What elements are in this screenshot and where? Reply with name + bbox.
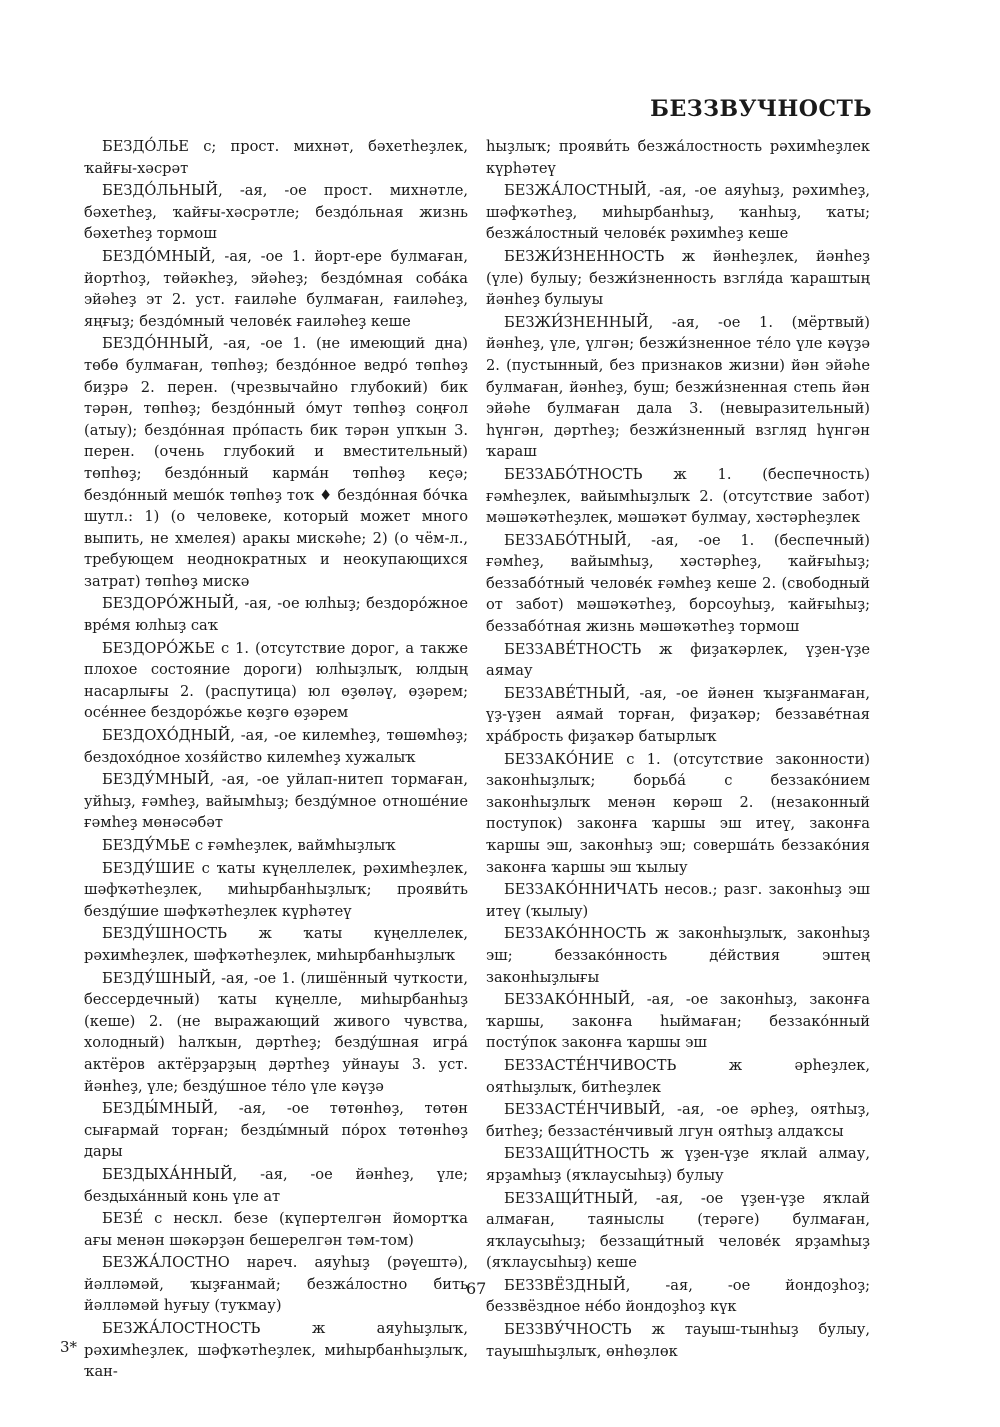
dictionary-entry: БЕЗДУ́МНЫЙ, -ая, -ое уйлап-нитеп тормаған, уйһыҙ, ғәмһеҙ, вайымһыҙ; безду́мное отноше́ние ғәмһеҙ мөнәсәбәт xyxy=(84,771,468,832)
dictionary-entry: БЕЗДОХО́ДНЫЙ, -ая, -ое килемһеҙ, төшөмһөҙ; бездохо́дное хозя́йство килемһеҙ хужалыҡ xyxy=(84,727,468,766)
dictionary-entry: БЕЗЖИ́ЗНЕННЫЙ, -ая, -ое 1. (мёртвый) йәнһеҙ, үле, үлгән; безжи́зненное те́ло үле кәүҙә 2. (пустынный, без признаков жизни) йән эйәһе булмаған, йәнһеҙ, буш; безжи́зненная степь йән эйәһе булмаған дала 3. (невыразительный) һүнгән, дәртһеҙ; безжи́зненный взгляд һүнгән ҡараш xyxy=(486,313,870,461)
dictionary-entry-continued: һыҙлыҡ; прояви́ть безжа́лостность рәхимһеҙлек күрһәтеү xyxy=(486,138,870,177)
dictionary-entry: БЕЗЗАЩИ́ТНОСТЬ ж үҙен-үҙе яҡлай алмау, ярҙамһыҙ (яҡлаусыһыҙ) булыу xyxy=(486,1145,870,1184)
dictionary-entry: БЕЗДУ́ШНЫЙ, -ая, -ое 1. (лишённый чуткости, бессердечный) ҡаты күңелле, миһырбанһыҙ (кеше) 2. (не выражающий живого чувства, холодный) һалҡын, дәртһеҙ; безду́шная игра́ актёров актёрҙарҙың дәртһеҙ уйнауы 3. уст. йәнһеҙ, үле; безду́шное те́ло үле кәүҙә xyxy=(84,969,468,1095)
dictionary-entry: БЕЗДЫХА́ННЫЙ, -ая, -ое йәнһеҙ, үле; бездыха́нный конь үле ат xyxy=(84,1165,468,1205)
dictionary-entry: БЕЗЗАВЕ́ТНОСТЬ ж фиҙаҡәрлек, үҙен-үҙе аямау xyxy=(486,640,870,680)
running-header: БЕЗЗВУЧНОСТЬ xyxy=(650,96,872,122)
dictionary-entry: БЕЗЖА́ЛОСТНЫЙ, -ая, -ое аяуһыҙ, рәхимһеҙ, шәфҡәтһеҙ, миһырбанһыҙ, ҡанһыҙ, ҡаты; безжа́лостный челове́к рәхимһеҙ кеше xyxy=(486,182,870,243)
dictionary-entry: БЕЗЕ́ с нескл. безе (күпертелгән йомортҡа ағы менән шәкәрҙән бешерелгән тәм-том) xyxy=(84,1210,468,1249)
dictionary-entry: БЕЗДОРО́ЖНЫЙ, -ая, -ое юлһыҙ; бездоро́жное вре́мя юлһыҙ саҡ xyxy=(84,595,468,635)
dictionary-entry: БЕЗДУ́ШНОСТЬ ж ҡаты күңеллелек, рәхимһеҙлек, шәфҡәтһеҙлек, миһырбанһыҙлыҡ xyxy=(84,925,468,964)
dictionary-entry: БЕЗДОРО́ЖЬЕ с 1. (отсутствие дорог, а также плохое состояние дороги) юлһыҙлыҡ, юлдың насарлығы 2. (распутица) юл өҙөләү, өҙәрем; осе́ннее бездоро́жье көҙгө өҙәрем xyxy=(84,639,468,722)
dictionary-entry: БЕЗЖИ́ЗНЕННОСТЬ ж йәнһеҙлек, йәнһеҙ (үле) булыу; безжи́зненность взгля́да ҡараштың йәнһеҙ булыуы xyxy=(486,247,870,309)
dictionary-entry: БЕЗЗАКО́ННОСТЬ ж законһыҙлыҡ, законһыҙ эш; беззако́нность де́йствия эштең законһыҙлығы xyxy=(486,925,870,986)
dictionary-entry: БЕЗЗАСТЕ́НЧИВЫЙ, -ая, -ое әрһеҙ, оятһыҙ, битһеҙ; беззасте́нчивый лгун оятһыҙ алдаҡсы xyxy=(486,1101,870,1140)
dictionary-entry: БЕЗДО́ЛЬНЫЙ, -ая, -ое прост. михнәтле, бәхетһеҙ, ҡайғы-хәсрәтле; бездо́льная жизнь бәхетһеҙ тормош xyxy=(84,182,468,243)
dictionary-entry: БЕЗЗАСТЕ́НЧИВОСТЬ ж әрһеҙлек, оятһыҙлыҡ, битһеҙлек xyxy=(486,1056,870,1096)
dictionary-entry: БЕЗЗАКО́НИЕ с 1. (отсутствие законности) законһыҙлыҡ; борьба́ с беззако́нием законһыҙлыҡ менән көрәш 2. (незаконный поступок) законға ҡаршы эш итеү, законға ҡаршы эш, законһыҙ эш; соверша́ть беззако́ния законға ҡаршы эш ҡылыу xyxy=(486,750,870,876)
dictionary-entry: БЕЗЗАЩИ́ТНЫЙ, -ая, -ое үҙен-үҙе яҡлай алмаған, таяныслы (терәге) булмаған, яҡлаусыһыҙ; беззащи́тный челове́к ярҙамһыҙ (яҡлаусыһыҙ) кеше xyxy=(486,1189,870,1272)
dictionary-entry: БЕЗЗАБО́ТНОСТЬ ж 1. (беспечность) ғәмһеҙлек, вайымһыҙлыҡ 2. (отсутствие забот) мәшәҡәтһеҙлек, мәшәҡәт булмау, хәстәрһеҙлек xyxy=(486,465,870,527)
dictionary-entry: БЕЗДО́ННЫЙ, -ая, -ое 1. (не имеющий дна) төбө булмаған, төпһөҙ; бездо́нное ведро́ төпһөҙ биҙрә 2. перен. (чрезвычайно глубокий) бик тәрән, төпһөҙ; бездо́нный о́мут төпһөҙ соңғол (атыу); бездо́нная про́пасть бик тәрән упҡын 3. перен. (очень глубокий и вместительный) төпһөҙ; бездо́нный карма́н төпһөҙ кеҫә; бездо́нный мешо́к төпһөҙ тоҡ ♦ бездо́нная бо́чка шутл.: 1) (о человеке, который может много выпить, не хмелея) аракы мискәһе; 2) (о чём-л., требующем неоднократных и неокупающихся затрат) төпһөҙ мискә xyxy=(84,335,468,590)
dictionary-entry: БЕЗДУ́МЬЕ с ғәмһеҙлек, ваймһыҙлыҡ xyxy=(102,837,396,854)
dictionary-entry: БЕЗЗАВЕ́ТНЫЙ, -ая, -ое йәнен ҡыҙғанмаған, үҙ-үҙен аямай торған, фиҙаҡәр; беззаве́тная хра́брость фиҙаҡәр батырлыҡ xyxy=(486,684,870,746)
left-column xyxy=(84,136,468,1384)
dictionary-entry: БЕЗЗВУ́ЧНОСТЬ ж тауыш-тынһыҙ булыу, тауышһыҙлыҡ, өнһөҙлөк xyxy=(486,1321,870,1360)
page-number: 67 xyxy=(466,1279,487,1298)
dictionary-entry: БЕЗДО́МНЫЙ, -ая, -ое 1. йорт-ере булмаған, йортһоҙ, төйәкһеҙ, эйәһеҙ; бездо́мная соба́ка эйәһеҙ эт 2. уст. ғаиләһе булмаған, ғаиләһеҙ, яңғыҙ; бездо́мный челове́к ғаиләһеҙ кеше xyxy=(84,247,468,330)
dictionary-entry: БЕЗЗАКО́ННИЧАТЬ несов.; разг. законһыҙ эш итеү (ҡылыу) xyxy=(486,881,870,920)
signature-mark: 3* xyxy=(60,1338,78,1356)
dictionary-entry: БЕЗЗВЁЗДНЫЙ, -ая, -ое йондоҙһоҙ; беззвёздное не́бо йондоҙһоҙ күк xyxy=(486,1276,870,1316)
dictionary-entry: БЕЗЖА́ЛОСТНОСТЬ ж аяуһыҙлыҡ, рәхимһеҙлек, шәфҡәтһеҙлек, миһырбанһыҙлыҡ, ҡан- xyxy=(84,1320,468,1381)
dictionary-entry: БЕЗЗАБО́ТНЫЙ, -ая, -ое 1. (беспечный) ғәмһеҙ, вайымһыҙ, хәстәрһеҙ, ҡайғыһыҙ; беззабо́тный челове́к ғәмһеҙ кеше 2. (свободный от забот) мәшәҡәтһеҙ, борсоуһыҙ, ҡайғыһыҙ; беззабо́тная жизнь мәшәҡәтһеҙ тормош xyxy=(486,531,870,636)
dictionary-entry: БЕЗЖА́ЛОСТНО нареч. аяуһыҙ (рәүештә), йәлләмәй, ҡыҙғанмай; безжа́лостно бить йәлләмәй һуғыу (туҡмау) xyxy=(84,1254,468,1315)
dictionary-entry: БЕЗДО́ЛЬЕ с; прост. михнәт, бәхетһеҙлек, ҡайғы-хәсрәт xyxy=(84,138,468,177)
dictionary-entry: БЕЗЗАКО́ННЫЙ, -ая, -ое законһыҙ, законға ҡаршы, законға һыймаған; беззако́нный посту́пок законға ҡаршы эш xyxy=(486,991,870,1052)
right-column xyxy=(486,136,870,1363)
dictionary-entry: БЕЗДЫ́МНЫЙ, -ая, -ое төтөнһөҙ, төтөн сығармай торған; безды́мный по́рох төтөнһөҙ дары xyxy=(84,1100,468,1161)
dictionary-entry: БЕЗДУ́ШИЕ с ҡаты күңеллелек, рәхимһеҙлек, шәфҡәтһеҙлек, миһырбанһыҙлыҡ; прояви́ть безду́шие шәфҡәтһеҙлек күрһәтеү xyxy=(84,859,468,920)
